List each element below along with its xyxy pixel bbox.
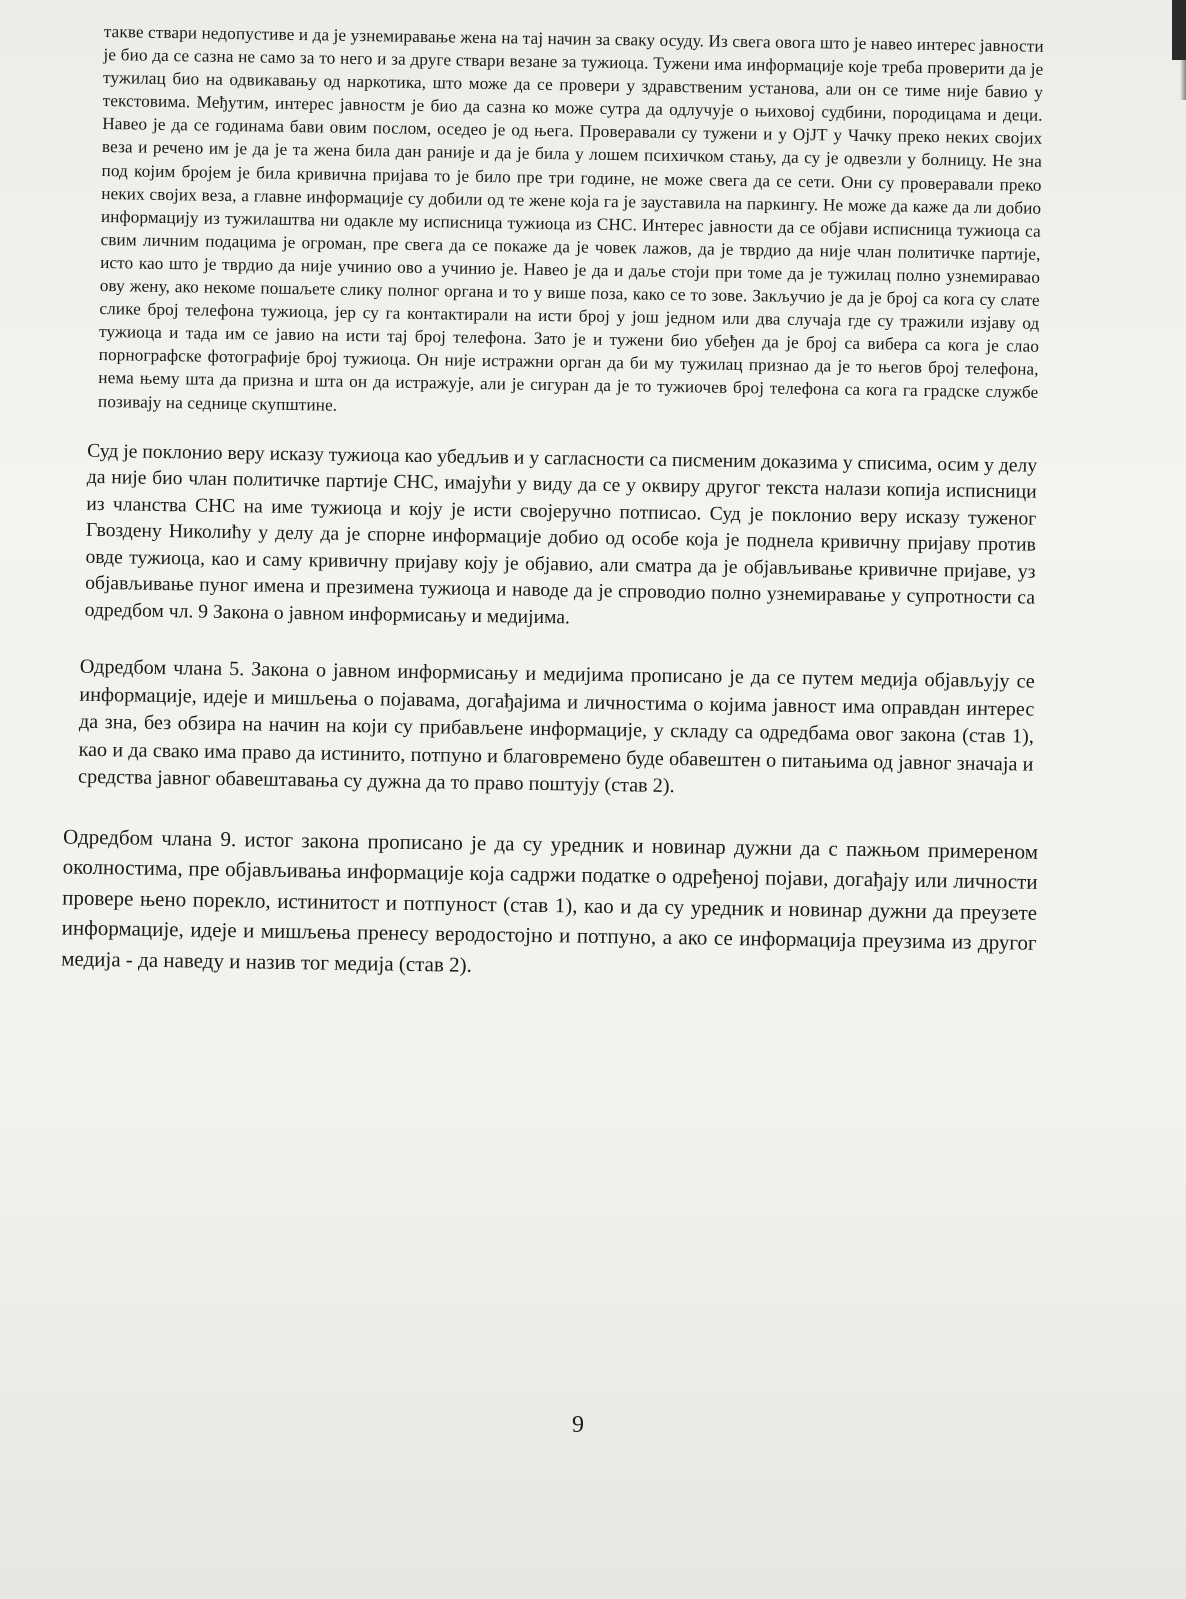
paragraph-testimony: такве ствари недопустиве и да је узнемиравање жена на тај начин за сваку осуду. Из свега овога што је навео интерес јавности је био да се сазна не само за то него и за друге ствари везане за тужиоца. Тужени има информације које треба проверити да је тужилац био на одвикавању од наркотика, што може да се провери у здравственим установа, али он се тиме није бавио у текстовима. Међутим, интерес јавностм је био да сазна ко може сутра да одлучује о њиховој судбини, породицама и деци. Навео је да се годинама бави овим послом, оседео је од њега. Проверавали су тужени и у ОјЈТ у Чачку преко неких својих веза и речено им је да је та жена била дан раније и да је била у лошем психичком стању, да су је одвезли у болницу. Не зна под којим бројем је била кривична пријава то је било пре три године, не може свега да се сети. Они су проверавали преко неких својих веза, а главне информације су добили од те жене која га је зауставила на паркингу. Не може да каже да ли добио информацију из тужилаштва ни одакле му исписница тужиоца из СНС. Интерес јавности да се објави исписница тужиоца са свим личним подацима је огроман, пре свега да се покаже да је човек лажов, да је тврдио да није члан политичке партије, исто као што је тврдио да није учинио ово а учинио је. Навео је да и даље стоји при томе да је тужилац полно узнемиравао ову жену, ако некоме пошаљете слику полног органа и то у више поза, како се то зове. Закључио је да је број са кога су слате слике број телефона тужиоца, јер су га контактирали на исти број у још једном или два случаја где су тражили изјаву од тужиоца и тада им се јавио на исти тај број телефона. Зато је и тужени био убеђен да је број са вибера са кога је слао порнографске фотографије број тужиоца. Он није истражни орган да би му тужилац признао да је то његов број телефона, нема њему шта да призна и шта он да истражује, али је сигуран да је то тужиочев број телефона са кога га градске службе позивају на седнице скупштине. [97,21,1044,415]
scan-edge-shadow-fade [1180,60,1186,100]
paragraph-article-5: Одредбом члана 5. Закона о јавном информисању и медијима прописано је да се путем медија објављују се информације, идеје и мишљења о појавама, догађајима и личностима о којима јавност има оправдан интерес да зна, без обзира на начин на који су прибављене информације, у складу са одредбама овог закона (став 1), као и да свако има право да истинито, потпуно и благовремено буде обавештен о питањима од јавног значаја и средства јавног обавештавања су дужна да то право поштују (став 2). [77,655,1035,798]
paragraph-court-assessment: Суд је поклонио веру исказу тужиоца као убедљив и у сагласности са писменим доказима у списима, осим у делу да није био члан политичке партије СНС, имајући у виду да се у оквиру другог текста налази копија исписници из чланства СНС на име тужиоца и коју је исти својеручно потписао. Суд је поклонио веру исказу туженог Гвоздену Николићу у делу да је спорне информације добио од особе која је поднела кривичну пријаву против овде тужиоца, као и саму кривичну пријаву коју је објавио, али сматра да је објављивање кривичне пријаве, уз објављивање пуног имена и презимена тужиоца и наводе да је спроводио полно узнемиравање у супротности са одредбом чл. 9 Закона о јавном информисању и медијима. [84,440,1038,628]
document-body [61,20,1044,989]
scan-edge-shadow [1172,0,1186,60]
page-number: 9 [572,1412,584,1438]
paragraph-article-9: Одредбом члана 9. истог закона прописано је да су уредник и новинар дужни да с пажњом примереном околностима, пре објављивања информације која садржи податке о одређеној појави, догађају или личности провере њено порекло, истинитост и потпуност (став 1), као и да су уредник и новинар дужни да преузете информације, идеје и мишљења пренесу веродостојно и потпуно, а ако се информација преузима из другог медија - да наведу и назив тог медија (став 2). [61,824,1039,977]
